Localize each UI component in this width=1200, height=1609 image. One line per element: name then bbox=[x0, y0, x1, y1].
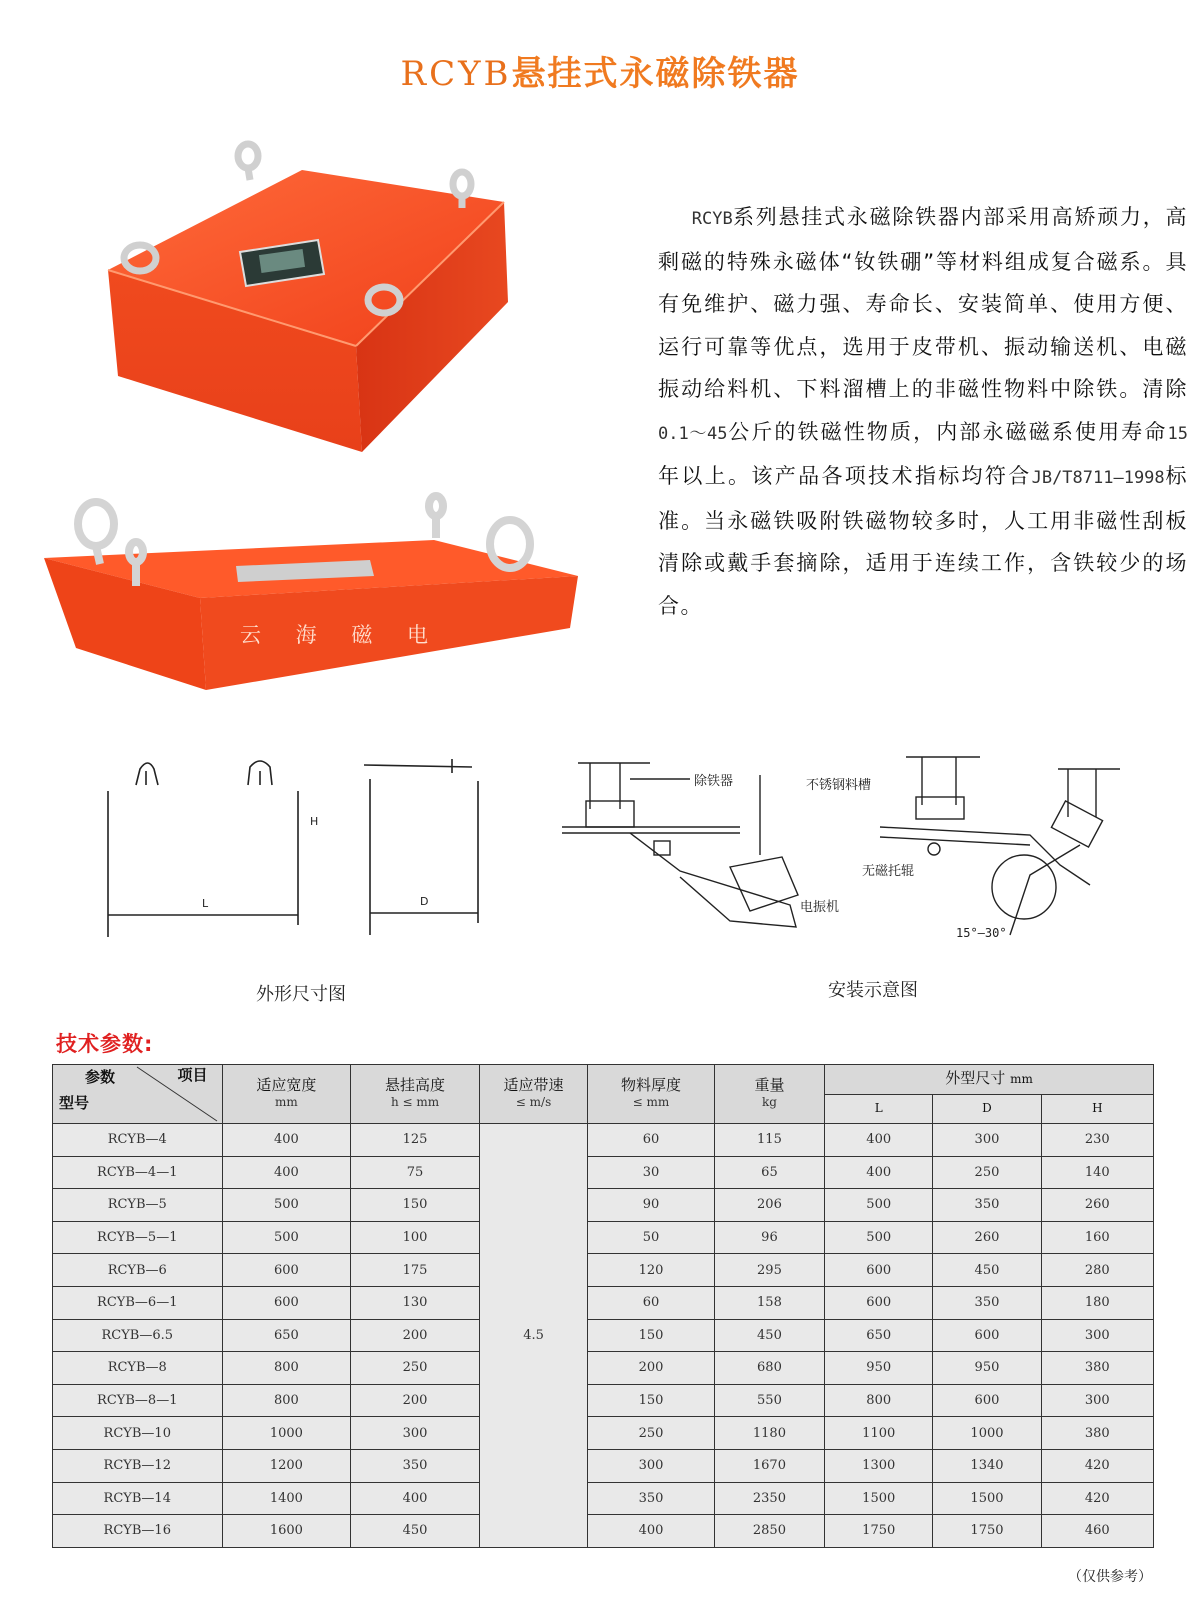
dim-label-l: L bbox=[202, 897, 209, 910]
cell-thickness: 300 bbox=[588, 1449, 715, 1482]
cell-height: 300 bbox=[351, 1417, 480, 1450]
table-row bbox=[53, 1352, 1154, 1385]
label-roller: 无磁托辊 bbox=[862, 864, 915, 879]
cell-height: 400 bbox=[351, 1482, 480, 1515]
cell-dim-d: 950 bbox=[933, 1352, 1041, 1385]
cell-model: RCYB—6 bbox=[53, 1254, 223, 1287]
cell-dim-d: 350 bbox=[933, 1189, 1041, 1222]
cell-dim-l: 600 bbox=[825, 1286, 933, 1319]
header-width: 适应宽度 mm bbox=[222, 1065, 351, 1124]
cell-width: 1000 bbox=[222, 1417, 351, 1450]
spec-section-title: 技术参数: bbox=[56, 1032, 154, 1056]
cell-dim-d: 600 bbox=[933, 1384, 1041, 1417]
cell-weight: 158 bbox=[714, 1286, 824, 1319]
cell-thickness: 150 bbox=[588, 1319, 715, 1352]
cell-weight: 295 bbox=[714, 1254, 824, 1287]
cell-height: 100 bbox=[351, 1221, 480, 1254]
table-row bbox=[53, 1156, 1154, 1189]
cell-model: RCYB—16 bbox=[53, 1515, 223, 1548]
dim-label-d: D bbox=[420, 895, 429, 908]
table-row bbox=[53, 1482, 1154, 1515]
corner-param: 参数 bbox=[85, 1068, 116, 1086]
cell-thickness: 50 bbox=[588, 1221, 715, 1254]
cell-speed: 4.5 bbox=[479, 1124, 587, 1548]
cell-height: 125 bbox=[351, 1124, 480, 1157]
cell-width: 650 bbox=[222, 1319, 351, 1352]
cell-dim-l: 950 bbox=[825, 1352, 933, 1385]
cell-thickness: 90 bbox=[588, 1189, 715, 1222]
corner-model: 型号 bbox=[59, 1094, 90, 1112]
table-row bbox=[53, 1286, 1154, 1319]
header-speed: 适应带速 ≤ m/s bbox=[479, 1065, 587, 1124]
cell-dim-l: 600 bbox=[825, 1254, 933, 1287]
cell-model: RCYB—10 bbox=[53, 1417, 223, 1450]
cell-weight: 550 bbox=[714, 1384, 824, 1417]
cell-dim-l: 500 bbox=[825, 1189, 933, 1222]
cell-model: RCYB—8 bbox=[53, 1352, 223, 1385]
cell-height: 200 bbox=[351, 1384, 480, 1417]
table-row bbox=[53, 1319, 1154, 1352]
outline-dimension-drawing bbox=[100, 755, 500, 945]
product-photo-box bbox=[100, 140, 540, 460]
cell-thickness: 120 bbox=[588, 1254, 715, 1287]
table-row bbox=[53, 1449, 1154, 1482]
cell-dim-l: 400 bbox=[825, 1124, 933, 1157]
desc-lead: RCYB bbox=[691, 209, 733, 229]
header-l: L bbox=[825, 1094, 933, 1124]
cell-height: 250 bbox=[351, 1352, 480, 1385]
product-description bbox=[658, 196, 1188, 627]
table-row bbox=[53, 1254, 1154, 1287]
cell-dim-h: 300 bbox=[1041, 1384, 1153, 1417]
cell-dim-d: 260 bbox=[933, 1221, 1041, 1254]
desc-part-4: 标准。当永磁铁吸附铁磁物较多时，人工用非磁性刮板清除或戴手套摘除，适用于连续工作，含铁较少的场合。 bbox=[658, 464, 1189, 618]
cell-width: 1200 bbox=[222, 1449, 351, 1482]
cell-model: RCYB—12 bbox=[53, 1449, 223, 1482]
cell-dim-d: 600 bbox=[933, 1319, 1041, 1352]
cell-width: 1400 bbox=[222, 1482, 351, 1515]
cell-dim-h: 180 bbox=[1041, 1286, 1153, 1319]
cell-weight: 96 bbox=[714, 1221, 824, 1254]
cell-model: RCYB—5—1 bbox=[53, 1221, 223, 1254]
cell-dim-h: 300 bbox=[1041, 1319, 1153, 1352]
cell-height: 200 bbox=[351, 1319, 480, 1352]
cell-height: 130 bbox=[351, 1286, 480, 1319]
cell-thickness: 200 bbox=[588, 1352, 715, 1385]
cell-dim-d: 1750 bbox=[933, 1515, 1041, 1548]
cell-dim-l: 800 bbox=[825, 1384, 933, 1417]
table-row bbox=[53, 1189, 1154, 1222]
label-angle: 15°—30° bbox=[956, 926, 1007, 940]
cell-dim-d: 250 bbox=[933, 1156, 1041, 1189]
desc-range: 0.1～45 bbox=[658, 423, 728, 444]
cell-thickness: 60 bbox=[588, 1286, 715, 1319]
cell-dim-h: 380 bbox=[1041, 1417, 1153, 1450]
cell-dim-l: 650 bbox=[825, 1319, 933, 1352]
desc-standard: JB/T8711—1998 bbox=[1031, 468, 1165, 488]
header-height: 悬挂高度 h ≤ mm bbox=[351, 1065, 480, 1124]
dim-label-h: H bbox=[310, 815, 319, 828]
header-thickness: 物料厚度 ≤ mm bbox=[588, 1065, 715, 1124]
cell-model: RCYB—4—1 bbox=[53, 1156, 223, 1189]
cell-height: 350 bbox=[351, 1449, 480, 1482]
photo-brand-label: 云 海 磁 电 bbox=[240, 623, 443, 647]
installation-diagram bbox=[560, 745, 1160, 955]
table-row bbox=[53, 1384, 1154, 1417]
cell-weight: 1670 bbox=[714, 1449, 824, 1482]
cell-dim-d: 300 bbox=[933, 1124, 1041, 1157]
cell-weight: 206 bbox=[714, 1189, 824, 1222]
cell-dim-h: 160 bbox=[1041, 1221, 1153, 1254]
cell-dim-h: 230 bbox=[1041, 1124, 1153, 1157]
cell-dim-h: 460 bbox=[1041, 1515, 1153, 1548]
cell-weight: 2850 bbox=[714, 1515, 824, 1548]
cell-model: RCYB—6.5 bbox=[53, 1319, 223, 1352]
cell-width: 800 bbox=[222, 1352, 351, 1385]
cell-dim-d: 350 bbox=[933, 1286, 1041, 1319]
cell-weight: 2350 bbox=[714, 1482, 824, 1515]
cell-thickness: 350 bbox=[588, 1482, 715, 1515]
spec-table bbox=[52, 1064, 1154, 1548]
cell-dim-d: 1340 bbox=[933, 1449, 1041, 1482]
reference-note: （仅供参考） bbox=[1068, 1569, 1152, 1585]
cell-dim-h: 260 bbox=[1041, 1189, 1153, 1222]
cell-height: 450 bbox=[351, 1515, 480, 1548]
product-photo-flat bbox=[40, 488, 580, 693]
desc-part-1: 系列悬挂式永磁除铁器内部采用高矫顽力，高剩磁的特殊永磁体“钕铁硼”等材料组成复合磁系。具有免维护、磁力强、寿命长、安装简单、使用方便、运行可靠等优点，选用于皮带机、振动输送机、电磁振动给料机、下料溜槽上的非磁性物料中除铁。清除 bbox=[658, 205, 1189, 401]
page-title bbox=[0, 46, 1200, 95]
cell-width: 600 bbox=[222, 1286, 351, 1319]
header-h: H bbox=[1041, 1094, 1153, 1124]
cell-weight: 65 bbox=[714, 1156, 824, 1189]
table-row bbox=[53, 1221, 1154, 1254]
cell-thickness: 30 bbox=[588, 1156, 715, 1189]
cell-width: 500 bbox=[222, 1189, 351, 1222]
cell-thickness: 400 bbox=[588, 1515, 715, 1548]
cell-weight: 115 bbox=[714, 1124, 824, 1157]
cell-dim-l: 1100 bbox=[825, 1417, 933, 1450]
cell-thickness: 250 bbox=[588, 1417, 715, 1450]
cell-weight: 680 bbox=[714, 1352, 824, 1385]
table-row bbox=[53, 1417, 1154, 1450]
table-row bbox=[53, 1515, 1154, 1548]
outline-caption: 外形尺寸图 bbox=[256, 984, 346, 1005]
cell-width: 800 bbox=[222, 1384, 351, 1417]
cell-width: 500 bbox=[222, 1221, 351, 1254]
cell-width: 1600 bbox=[222, 1515, 351, 1548]
header-weight: 重量 kg bbox=[714, 1065, 824, 1124]
header-d: D bbox=[933, 1094, 1041, 1124]
cell-dim-d: 1000 bbox=[933, 1417, 1041, 1450]
cell-model: RCYB—14 bbox=[53, 1482, 223, 1515]
cell-dim-l: 1750 bbox=[825, 1515, 933, 1548]
desc-years: 15 bbox=[1167, 423, 1188, 444]
cell-model: RCYB—4 bbox=[53, 1124, 223, 1157]
cell-weight: 450 bbox=[714, 1319, 824, 1352]
cell-dim-d: 1500 bbox=[933, 1482, 1041, 1515]
cell-width: 400 bbox=[222, 1124, 351, 1157]
header-corner bbox=[53, 1065, 223, 1124]
label-separator: 除铁器 bbox=[694, 774, 734, 789]
cell-dim-h: 420 bbox=[1041, 1482, 1153, 1515]
cell-height: 75 bbox=[351, 1156, 480, 1189]
cell-dim-h: 140 bbox=[1041, 1156, 1153, 1189]
cell-dim-l: 400 bbox=[825, 1156, 933, 1189]
header-dimensions: 外型尺寸 mm bbox=[825, 1065, 1154, 1095]
cell-dim-h: 280 bbox=[1041, 1254, 1153, 1287]
table-row bbox=[53, 1124, 1154, 1157]
cell-dim-h: 420 bbox=[1041, 1449, 1153, 1482]
cell-weight: 1180 bbox=[714, 1417, 824, 1450]
cell-width: 600 bbox=[222, 1254, 351, 1287]
cell-model: RCYB—8—1 bbox=[53, 1384, 223, 1417]
cell-model: RCYB—5 bbox=[53, 1189, 223, 1222]
cell-thickness: 60 bbox=[588, 1124, 715, 1157]
spec-table-body bbox=[53, 1124, 1154, 1548]
cell-dim-l: 1300 bbox=[825, 1449, 933, 1482]
desc-part-2: 公斤的铁磁性物质，内部永磁磁系使用寿命 bbox=[727, 419, 1168, 444]
cell-model: RCYB—6—1 bbox=[53, 1286, 223, 1319]
label-trough: 不锈钢料槽 bbox=[806, 778, 872, 793]
cell-height: 175 bbox=[351, 1254, 480, 1287]
title-product-name: 悬挂式永磁除铁器 bbox=[511, 54, 800, 94]
cell-dim-l: 500 bbox=[825, 1221, 933, 1254]
cell-height: 150 bbox=[351, 1189, 480, 1222]
cell-width: 400 bbox=[222, 1156, 351, 1189]
cell-dim-l: 1500 bbox=[825, 1482, 933, 1515]
install-caption: 安装示意图 bbox=[828, 980, 918, 1001]
cell-thickness: 150 bbox=[588, 1384, 715, 1417]
cell-dim-d: 450 bbox=[933, 1254, 1041, 1287]
corner-item: 项目 bbox=[177, 1066, 208, 1084]
cell-dim-h: 380 bbox=[1041, 1352, 1153, 1385]
label-vibrator: 电振机 bbox=[800, 900, 840, 915]
title-model: RCYB bbox=[400, 54, 512, 94]
desc-part-3: 年以上。该产品各项技术指标均符合 bbox=[658, 464, 1032, 488]
